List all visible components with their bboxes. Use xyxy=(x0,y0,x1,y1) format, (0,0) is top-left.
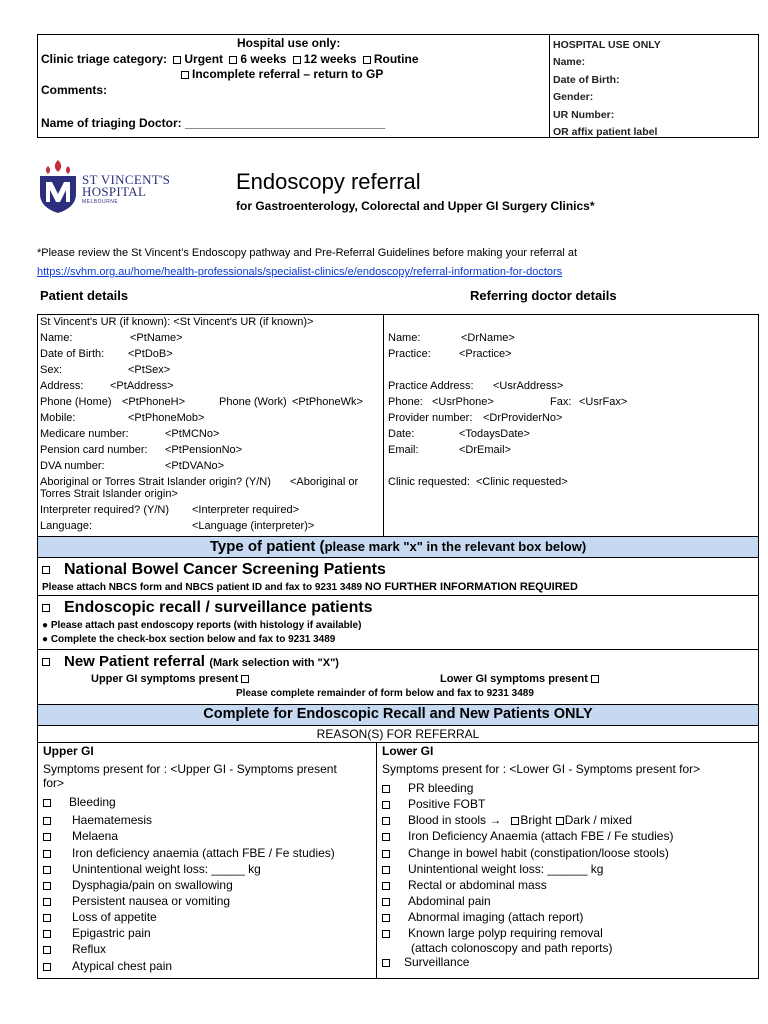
notice-text: *Please review the St Vincent’s Endoscopy pathway and Pre-Referral Guidelines before making your referral at xyxy=(37,247,578,259)
upper-gi-item-label: Epigastric pain xyxy=(72,926,151,940)
patient-interpreter-value: <Interpreter required> xyxy=(192,504,300,516)
lower-gi-item xyxy=(382,862,603,876)
upper-gi-item-label: Haematemesis xyxy=(72,813,153,827)
doctor-provider-value: <DrProviderNo> xyxy=(483,412,563,424)
doctor-name-value: <DrName> xyxy=(461,332,515,344)
hospital-logo xyxy=(38,158,178,214)
logo-line3: MELBOURNE xyxy=(82,199,119,205)
referring-doctor-heading: Referring doctor details xyxy=(470,288,617,303)
upper-gi-present-checkbox[interactable] xyxy=(241,675,249,683)
doctor-date-value: <TodaysDate> xyxy=(459,428,530,440)
lower-gi-item xyxy=(382,829,673,843)
surveillance-row: Surveillance xyxy=(382,955,469,969)
doctor-phone-value: <UsrPhone> xyxy=(432,396,494,408)
upper-gi-item-checkbox[interactable] xyxy=(43,946,51,954)
right-title: HOSPITAL USE ONLY xyxy=(553,39,661,51)
upper-gi-item xyxy=(43,846,335,860)
lower-gi-item xyxy=(382,910,583,924)
right-affix: OR affix patient label xyxy=(553,126,658,139)
lower-gi-item-checkbox[interactable] xyxy=(382,914,390,922)
page-title: Endoscopy referral xyxy=(236,169,421,194)
lower-gi-item-label: Abdominal pain xyxy=(408,894,491,908)
lower-gi-item-checkbox[interactable] xyxy=(382,866,390,874)
surveillance-checkbox[interactable] xyxy=(382,959,390,967)
right-ur: UR Number: xyxy=(553,108,615,121)
lower-gi-item-label: Blood in stools → xyxy=(408,813,502,827)
details-divider xyxy=(383,315,384,536)
upper-gi-item-label: Persistent nausea or vomiting xyxy=(72,894,231,908)
upper-gi-item-checkbox[interactable] xyxy=(43,930,51,938)
6weeks-checkbox[interactable] xyxy=(229,56,237,64)
patient-name-value: <PtName> xyxy=(130,332,183,344)
upper-gi-item xyxy=(43,926,151,940)
upper-gi-item xyxy=(43,829,118,843)
patient-mobile-value: <PtPhoneMob> xyxy=(128,412,205,424)
lower-gi-item-label: Positive FOBT xyxy=(408,797,486,811)
patient-medicare-value: <PtMCNo> xyxy=(165,428,220,440)
upper-gi-item xyxy=(43,894,230,908)
upper-gi-item xyxy=(43,813,152,827)
complete-for-band: Complete for Endoscopic Recall and New Patients ONLY xyxy=(37,704,759,726)
lower-gi-item-checkbox[interactable] xyxy=(382,785,390,793)
lower-gi-heading: Lower GI xyxy=(382,744,434,758)
lower-gi-item-checkbox[interactable] xyxy=(382,930,390,938)
incomplete-referral: Incomplete referral – return to GP xyxy=(178,67,383,81)
doctor-practice-value: <Practice> xyxy=(459,348,512,360)
urgent-checkbox[interactable] xyxy=(173,56,181,64)
nbcs-note-bold: NO FURTHER INFORMATION REQUIRED xyxy=(364,581,578,593)
upper-gi-item-checkbox[interactable] xyxy=(43,799,51,807)
page-subtitle: for Gastroenterology, Colorectal and Upper GI Surgery Clinics* xyxy=(236,199,595,213)
triaging-doctor-label: Name of triaging Doctor: ______________________________ xyxy=(41,116,386,130)
upper-gi-item xyxy=(43,795,116,809)
reasons-heading: REASON(S) FOR REFERRAL xyxy=(316,727,480,741)
nbcs-checkbox[interactable] xyxy=(42,566,50,574)
doctor-fax-value: <UsrFax> xyxy=(579,396,628,408)
upper-gi-item-checkbox[interactable] xyxy=(43,833,51,841)
new-patient-title: New Patient referral xyxy=(64,653,205,670)
patient-address-value: <PtAddress> xyxy=(110,380,174,392)
hospital-use-box xyxy=(37,34,759,138)
recall-title: Endoscopic recall / surveillance patients xyxy=(64,599,373,616)
lower-gi-item xyxy=(382,813,632,827)
bright-label: Bright xyxy=(520,813,552,827)
upper-gi-item-checkbox[interactable] xyxy=(43,914,51,922)
recall-checkbox[interactable] xyxy=(42,604,50,612)
patient-dob-value: <PtDoB> xyxy=(128,348,173,360)
lower-gi-item xyxy=(382,926,603,940)
lower-gi-item xyxy=(382,894,491,908)
lower-gi-item-checkbox[interactable] xyxy=(382,817,390,825)
triage-category: Clinic triage category: Urgent 6 weeks 12 weeks Routine xyxy=(41,52,419,66)
right-name: Name: xyxy=(553,56,586,69)
comments-label: Comments: xyxy=(41,83,108,97)
dark-label: Dark / mixed xyxy=(564,813,633,827)
upper-gi-item xyxy=(43,862,261,876)
upper-gi-item-label: Melaena xyxy=(72,829,119,843)
nbcs-title: National Bowel Cancer Screening Patients xyxy=(64,561,386,578)
upper-gi-present-2: for> xyxy=(43,776,65,790)
logo-line1: ST VINCENT'S xyxy=(82,172,171,187)
lower-gi-item-label: Rectal or abdominal mass xyxy=(408,878,547,892)
doctor-address-value: <UsrAddress> xyxy=(493,380,564,392)
lower-gi-present-label: Lower GI symptoms present xyxy=(440,673,588,685)
upper-gi-item-label: Loss of appetite xyxy=(72,910,157,924)
recall-section xyxy=(37,595,759,650)
patient-phone-home-value: <PtPhoneH> xyxy=(122,396,185,408)
lower-gi-item-label: Known large polyp requiring removal xyxy=(408,926,603,940)
nbcs-section xyxy=(37,557,759,596)
doctor-clinic-value: <Clinic requested> xyxy=(476,476,568,488)
upper-gi-item xyxy=(43,910,157,924)
upper-gi-item-checkbox[interactable] xyxy=(43,882,51,890)
doctor-email-value: <DrEmail> xyxy=(459,444,511,456)
lower-gi-item-checkbox[interactable] xyxy=(382,833,390,841)
upper-gi-item-label: Unintentional weight loss: _____ kg xyxy=(72,862,261,876)
new-patient-checkbox[interactable] xyxy=(42,658,50,666)
referral-info-link[interactable]: https://svhm.org.au/home/health-professionals/specialist-clinics/e/endoscopy/referral-information-for-doctors xyxy=(37,266,563,278)
patient-details-heading: Patient details xyxy=(40,288,129,303)
lower-gi-item-label: Iron Deficiency Anaemia (attach FBE / Fe studies) xyxy=(408,829,674,843)
logo-line2: HOSPITAL xyxy=(82,184,147,199)
new-patient-note: Please complete remainder of form below and fax to 9231 3489 xyxy=(236,688,534,699)
upper-gi-item-label: Bleeding xyxy=(69,795,116,809)
lower-gi-item-checkbox[interactable] xyxy=(382,801,390,809)
upper-gi-item xyxy=(43,878,233,892)
lower-gi-item-checkbox[interactable] xyxy=(382,882,390,890)
upper-gi-item-checkbox[interactable] xyxy=(43,817,51,825)
lower-gi-present-checkbox[interactable] xyxy=(591,675,599,683)
lower-gi-item-label: Change in bowel habit (constipation/loose stools) xyxy=(408,846,669,860)
patient-ur: St Vincent's UR (if known): <St Vincent's UR (if known)> xyxy=(40,316,314,328)
nbcs-note: Please attach NBCS form and NBCS patient ID and fax to 9231 3489 xyxy=(42,582,363,593)
recall-bullet-2: ● Complete the check-box section below and fax to 9231 3489 xyxy=(42,634,336,645)
logo-crest-icon xyxy=(38,158,78,214)
type-of-patient-band: Type of patient (please mark "x" in the relevant box below) xyxy=(37,536,759,558)
upper-gi-present-label: Upper GI symptoms present xyxy=(91,673,239,685)
upper-gi-item-checkbox[interactable] xyxy=(43,898,51,906)
lower-gi-item-checkbox[interactable] xyxy=(382,898,390,906)
lower-gi-present-1: Symptoms present for : <Lower GI - Symptoms present for> xyxy=(382,762,701,776)
patient-dva-value: <PtDVANo> xyxy=(165,460,225,472)
bright-checkbox[interactable] xyxy=(511,817,519,825)
patient-sex-value: <PtSex> xyxy=(128,364,171,376)
lower-gi-item xyxy=(382,846,669,860)
12weeks-checkbox[interactable] xyxy=(293,56,301,64)
upper-gi-present-1: Symptoms present for : <Upper GI - Symptoms present xyxy=(43,762,337,776)
upper-gi-item-checkbox[interactable] xyxy=(43,850,51,858)
upper-gi-heading: Upper GI xyxy=(43,744,94,758)
patient-phone-work-value: <PtPhoneWk> xyxy=(292,396,363,408)
polyp-line-2: (attach colonoscopy and path reports) xyxy=(411,941,613,955)
lower-gi-item-label: Unintentional weight loss: ______ kg xyxy=(408,862,604,876)
upper-gi-item-checkbox[interactable] xyxy=(43,963,51,971)
upper-gi-item xyxy=(43,959,172,973)
upper-gi-item xyxy=(43,942,106,956)
lower-gi-item xyxy=(382,878,547,892)
lower-gi-item xyxy=(382,781,473,795)
hospital-use-title: Hospital use only: xyxy=(237,36,341,50)
upper-gi-item-label: Iron deficiency anaemia (attach FBE / Fe studies) xyxy=(72,846,335,860)
lower-gi-item-label: PR bleeding xyxy=(408,781,474,795)
lower-gi-item-label: Abnormal imaging (attach report) xyxy=(408,910,584,924)
right-gender: Gender: xyxy=(553,91,594,104)
patient-atsi-value: <Aboriginal or xyxy=(290,476,359,488)
upper-gi-item-label: Dysphagia/pain on swallowing xyxy=(72,878,233,892)
new-patient-section: New Patient referral (Mark selection with "X") Upper GI symptoms present Lower GI symptoms present Please complete remainder of form below and fax to 9231 3489 xyxy=(37,649,759,705)
upper-gi-item-label: Atypical chest pain xyxy=(72,959,173,973)
routine-checkbox[interactable] xyxy=(363,56,371,64)
lower-gi-item xyxy=(382,797,485,811)
patient-language-value: <Language (interpreter)> xyxy=(192,520,315,532)
incomplete-checkbox[interactable] xyxy=(181,71,189,79)
patient-pension-value: <PtPensionNo> xyxy=(165,444,243,456)
upper-gi-item-checkbox[interactable] xyxy=(43,866,51,874)
right-dob: Date of Birth: xyxy=(553,73,620,86)
recall-bullet-1: ● Please attach past endoscopy reports (with histology if available) xyxy=(42,620,362,631)
hospital-use-right-panel xyxy=(549,34,760,138)
lower-gi-item-checkbox[interactable] xyxy=(382,850,390,858)
upper-gi-item-label: Reflux xyxy=(72,942,107,956)
dark-checkbox[interactable] xyxy=(556,817,564,825)
